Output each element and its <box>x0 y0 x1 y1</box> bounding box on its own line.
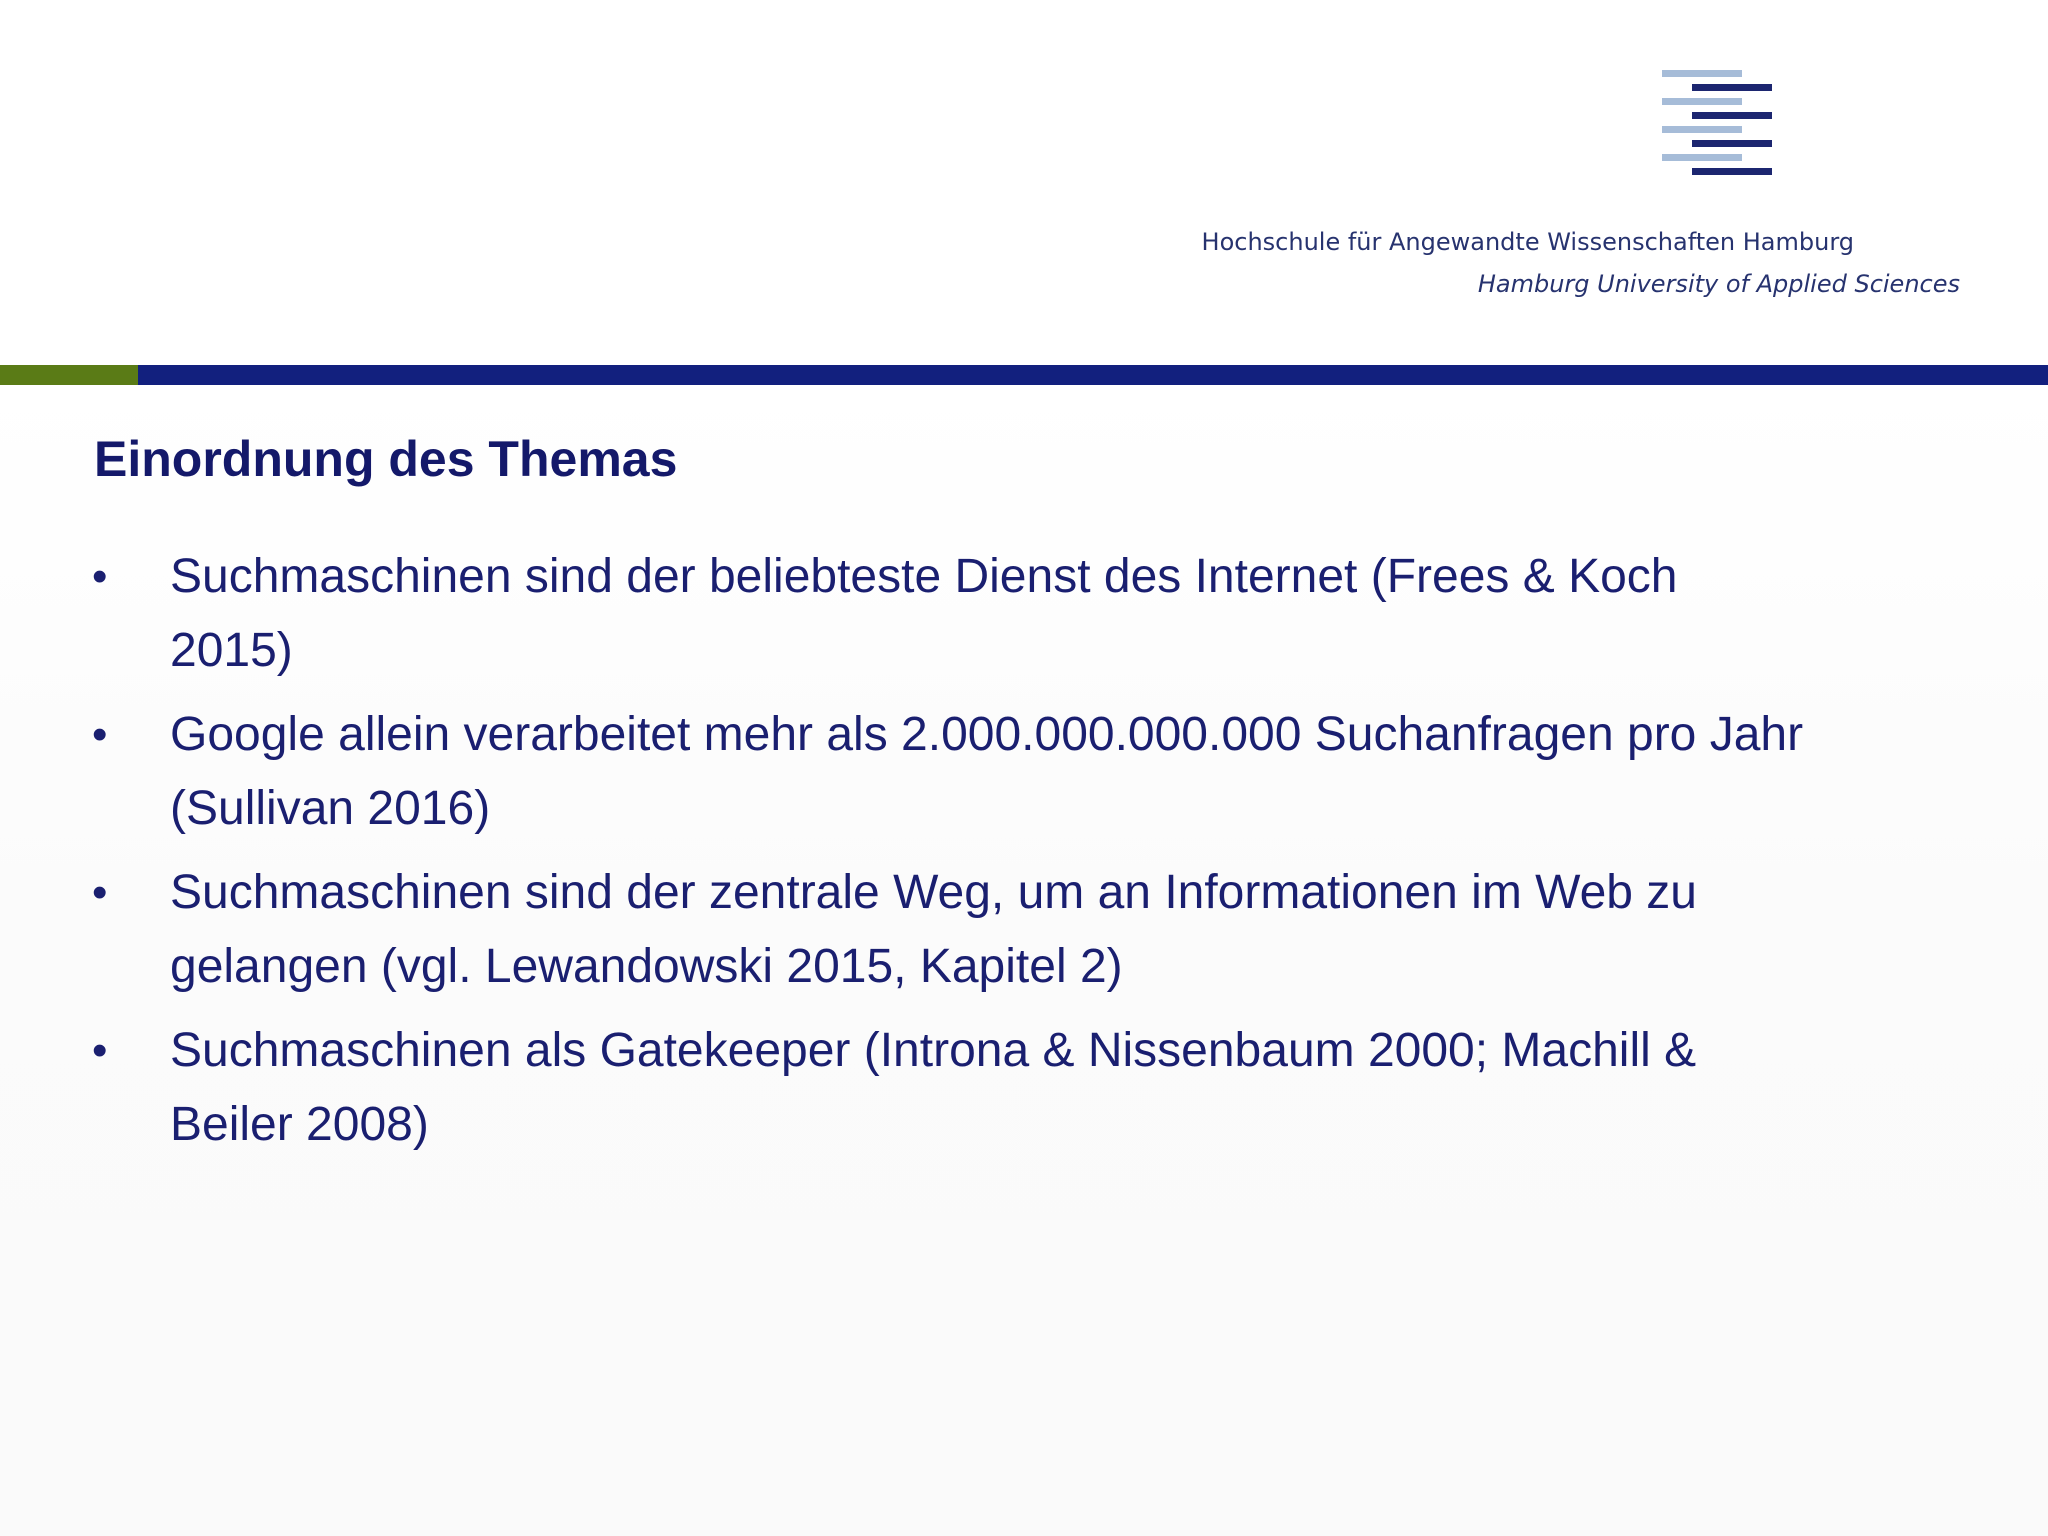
bullet-item <box>0 540 2048 688</box>
bullet-list <box>0 540 2048 1172</box>
bullet-item <box>0 856 2048 1004</box>
bullet-item <box>0 698 2048 846</box>
bullet-text: Suchmaschinen sind der beliebteste Dienst des Internet (Frees & Koch 2015) <box>170 550 1678 677</box>
divider-accent-blue <box>138 365 2048 385</box>
haw-hamburg-logo-icon <box>1662 70 1772 178</box>
bullet-text: Google allein verarbeitet mehr als 2.000.000.000.000 Suchanfragen pro Jahr (Sullivan 2016) <box>170 708 1804 835</box>
divider-accent-green <box>0 365 138 385</box>
bullet-marker: • <box>92 868 108 917</box>
bullet-text: Suchmaschinen sind der zentrale Weg, um an Informationen im Web zu gelangen (vgl. Lewandowski 2015, Kapitel 2) <box>170 866 1697 993</box>
institution-name-en: Hamburg University of Applied Sciences <box>1477 270 1960 298</box>
bullet-marker: • <box>92 1026 108 1075</box>
institution-name <box>1202 228 1960 298</box>
bullet-text: Suchmaschinen als Gatekeeper (Introna & Nissenbaum 2000; Machill & Beiler 2008) <box>170 1024 1697 1151</box>
institution-name-de: Hochschule für Angewandte Wissenschaften Hamburg <box>1201 228 1854 256</box>
bullet-marker: • <box>92 552 108 601</box>
bullet-marker: • <box>92 710 108 759</box>
slide-title: Einordnung des Themas <box>94 431 678 487</box>
bullet-item <box>0 1014 2048 1162</box>
